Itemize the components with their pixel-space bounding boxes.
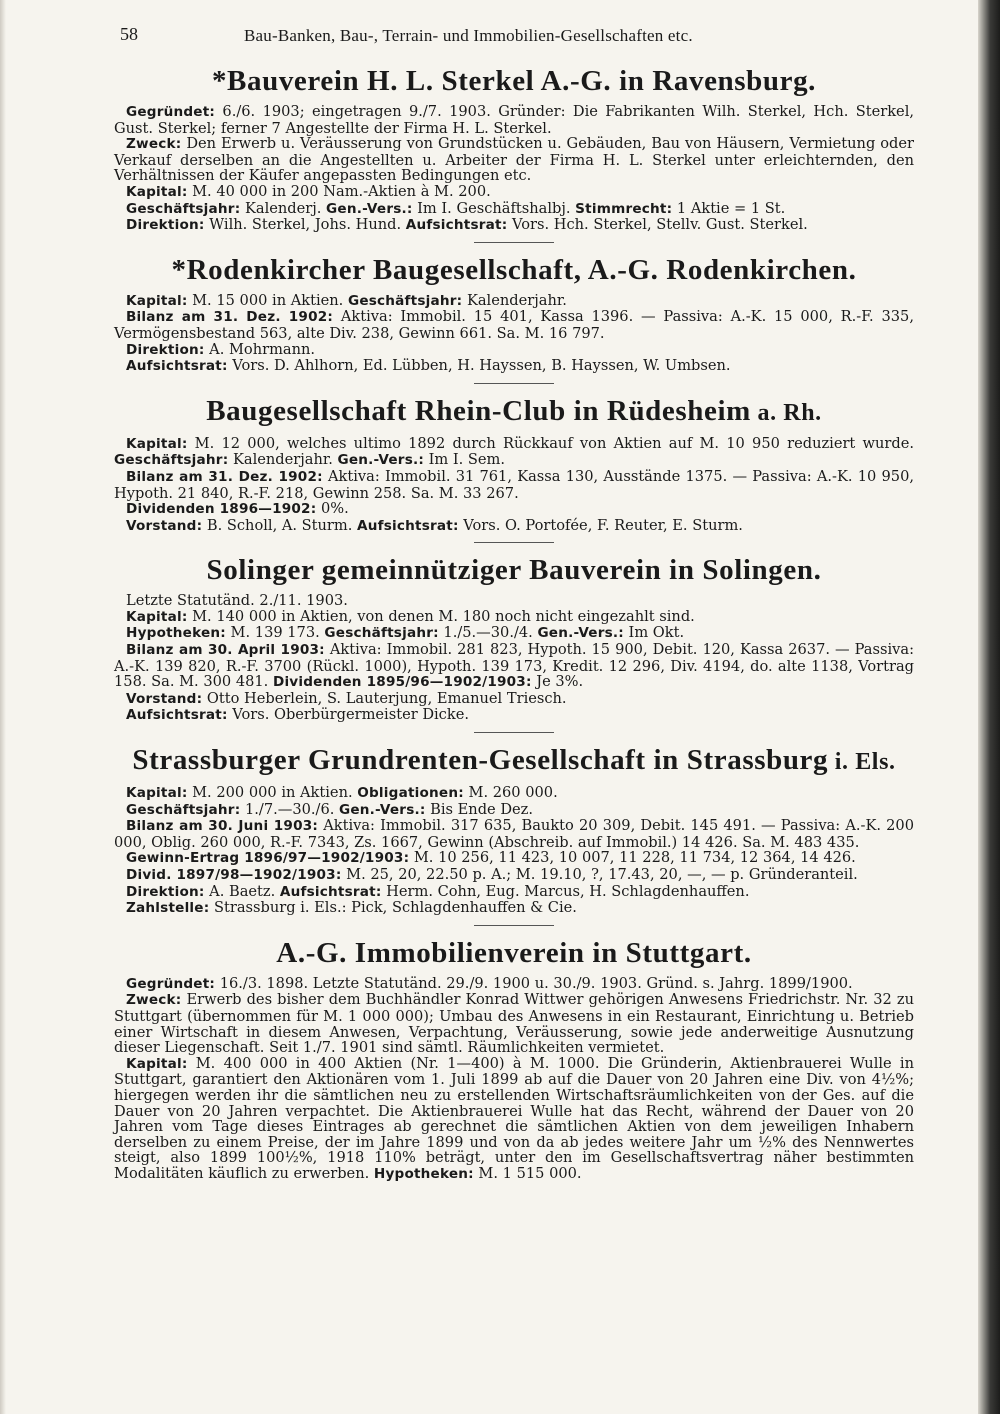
field-value: M. 400 000 in 400 Aktien (Nr. 1—400) à M. 1000. Die Gründerin, Aktienbrauerei Wulle in Stuttgart, garantiert den Aktionären vom 1. Juli 1899 ab auf die Dauer von 20 Jahren eine Div. von 4½%; hiergegen werden ihr die sämtlichen neu zu erstellenden Wirtschaftsräumlichkeiten von der Ges. auf die Dauer von 20 Jahren verpachtet. Die Aktienbrauerei Wulle hat das Recht, während der Dauer von 20 Jahren vom Tage dieses Eintrages ab gerechnet die sämtlichen Aktien von dem jeweiligen Inhabern derselben zu einem Preise, der im Jahre 1899 und von da ab jedes weitere Jahr um ½% des Nennwertes steigt, also 1899 100½%, 1918 110% beträgt, unter den im Gesellschaftsvertrag näher bestimmten Modalitäten käuflich zu erwerben. (114, 1054, 914, 1182)
field-label: Bilanz am 30. Juni 1903: (126, 818, 319, 835)
company-title (114, 553, 914, 587)
entry-body (114, 104, 914, 234)
field-value: Vors. Hch. Sterkel, Stellv. Gust. Sterkel. (507, 216, 808, 234)
field-value: Kalenderjahr. (228, 451, 338, 469)
field-label: Vorstand: (126, 517, 203, 534)
entry-body (114, 976, 914, 1183)
field-value: A. Mohrmann. (204, 340, 316, 358)
field-label: Gen.-Vers.: (326, 200, 413, 217)
company-title (114, 743, 914, 779)
entry-line (114, 342, 914, 359)
page-content (114, 20, 914, 1183)
company-title-suffix: a. Rh. (750, 399, 822, 426)
field-label: Gen.-Vers.: (537, 625, 624, 642)
field-label: Kapital: (126, 785, 188, 802)
field-value: Im I. Geschäftshalbj. (412, 199, 576, 217)
field-value: Den Erwerb u. Veräusserung von Grundstücken u. Gebäuden, Bau von Häusern, Vermietung oder Verkauf derselben an die Angestellten u. Arbeiter der Firma H. L. Sterkel unter erleichternden, den Verhältnissen der Käufer angepassten Bedingungen etc. (114, 135, 914, 185)
company-title-text: Baugesellschaft Rhein-Club in Rüdesheim (206, 394, 751, 427)
entry-line (114, 642, 914, 691)
field-label: Geschäftsjahr: (126, 801, 241, 818)
company-entry (114, 743, 914, 926)
field-value: 6./6. 1903; eingetragen 9./7. 1903. Gründer: Die Fabrikanten Wilh. Sterkel, Hch. Sterkel, Gust. Sterkel; ferner 7 Angestellte der Firma H. L. Sterkel. (114, 103, 914, 137)
entry-line (114, 518, 914, 535)
company-entry (114, 936, 914, 1183)
entry-line (114, 309, 914, 341)
field-label: Aufsichtsrat: (405, 217, 508, 234)
field-value: Otto Heberlein, S. Lauterjung, Emanuel Triesch. (202, 689, 567, 707)
entry-line (114, 625, 914, 642)
section-divider (474, 732, 554, 733)
field-value: M. 139 173. (225, 624, 325, 642)
field-label: Obligationen: (357, 785, 464, 802)
entry-body (114, 785, 914, 917)
entry-line (114, 992, 914, 1055)
company-title-text: Strassburger Grundrenten-Gesellschaft in Strassburg (132, 744, 829, 777)
field-value: Vors. O. Portofée, F. Reuter, E. Sturm. (458, 516, 743, 534)
page-number: 58 (120, 24, 138, 44)
field-label: Kapital: (126, 1055, 188, 1072)
field-value: Aktiva: Immobil. 31 761, Kassa 130, Ausstände 1375. — Passiva: A.-K. 10 950, Hypoth. 21 840, R.-F. 218, Gewinn 258. Sa. M. 33 267. (114, 467, 914, 502)
entry-line (114, 818, 914, 850)
entry-line (114, 802, 914, 819)
field-label: Kapital: (126, 183, 188, 200)
section-divider (474, 242, 554, 243)
field-label: Geschäftsjahr: (347, 292, 463, 309)
field-label: Gen.-Vers.: (337, 452, 424, 469)
entry-line (114, 593, 914, 609)
entry-body (114, 593, 914, 724)
field-label: Divid. 1897/98—1902/1903: (126, 867, 342, 883)
field-value: M. 12 000, welches ultimo 1892 durch Rückkauf von Aktien auf M. 10 950 reduziert wurde. (187, 434, 914, 452)
field-label: Aufsichtsrat: (126, 358, 228, 375)
field-label: Bilanz am 31. Dez. 1902: (126, 468, 323, 485)
field-value: Wilh. Sterkel, Johs. Hund. (204, 216, 406, 234)
field-value: M. 40 000 in 200 Nam.-Aktien à M. 200. (187, 182, 491, 200)
field-label: Kapital: (126, 292, 188, 309)
field-value: M. 140 000 in Aktien, von denen M. 180 noch nicht eingezahlt sind. (187, 607, 695, 625)
running-head-title: Bau-Banken, Bau-, Terrain- und Immobilien-Gesellschaften etc. (244, 26, 693, 45)
section-divider (474, 925, 554, 926)
entry-line (114, 884, 914, 901)
entry-line (114, 293, 914, 310)
field-value: Strassburg i. Els.: Pick, Schlagdenhauffen & Cie. (209, 899, 577, 917)
entry-line (114, 691, 914, 708)
field-label: Stimmrecht: (575, 200, 673, 217)
entry-line (114, 136, 914, 184)
entry-line (114, 501, 914, 518)
page-left-edge (0, 0, 6, 1414)
field-label: Zweck: (126, 136, 182, 153)
field-label: Gegründet: (126, 975, 216, 992)
entry-body (114, 436, 914, 535)
company-title (114, 394, 914, 430)
field-label: Dividenden 1895/96—1902/1903: (272, 674, 532, 691)
company-entry (114, 64, 914, 243)
field-value: Kalenderjahr. (462, 291, 567, 309)
entry-line (114, 900, 914, 917)
field-value: Je 3%. (531, 673, 584, 691)
field-value: Erwerb des bisher dem Buchhändler Konrad Wittwer gehörigen Anwesens Friedrichstr. Nr. 32 zu Stuttgart (übernommen für M. 1 000 000); Umbau des Anwesens in ein Restaurant, Einrichtung u. Betrieb einer Wirtschaft in diesem Anwesen, Verpachtung, Veräusserung, sowie jede anderweitige Ausnutzung dieser Liegenschaft. Seit 1./7. 1901 sind sämtl. Räumlichkeiten vermietet. (114, 991, 914, 1057)
entry-line (114, 104, 914, 136)
field-label: Gewinn-Ertrag 1896/97—1902/1903: (126, 850, 410, 867)
field-value: 1 Aktie = 1 St. (672, 199, 786, 217)
field-value: 16./3. 1898. Letzte Statutänd. 29./9. 1900 u. 30./9. 1903. Gründ. s. Jahrg. 1899/1900. (215, 974, 853, 992)
section-divider (474, 383, 554, 384)
field-value: M. 10 256, 11 423, 10 007, 11 228, 11 734, 12 364, 14 426. (409, 849, 856, 867)
field-value: Aktiva: Immobil. 281 823, Hypoth. 15 900, Debit. 120, Kassa 2637. — Passiva: A.-K. 139 820, R.-F. 3700 (Rückl. 1000), Hypoth. 139 173, Kredit. 12 296, Div. 4194, do. alte 1138, Vortrag 158. Sa. M. 300 481. (114, 641, 914, 691)
company-title (114, 64, 914, 98)
field-value: Bis Ende Dez. (425, 800, 533, 818)
field-label: Direktion: (126, 341, 205, 358)
entry-line (114, 184, 914, 201)
field-value: Vors. D. Ahlhorn, Ed. Lübben, H. Hayssen, B. Hayssen, W. Umbsen. (227, 357, 731, 375)
entry-line (114, 217, 914, 234)
company-entry (114, 394, 914, 544)
field-label: Bilanz am 31. Dez. 1902: (126, 309, 334, 326)
entries-list (114, 64, 914, 1183)
entry-line (114, 976, 914, 993)
field-value: Aktiva: Immobil. 15 401, Kassa 1396. — Passiva: A.-K. 15 000, R.-F. 335, Vermögensbestand 563, alte Div. 238, Gewinn 661. Sa. M. 16 797. (114, 308, 914, 342)
company-title-text: *Bauverein H. L. Sterkel A.-G. in Ravensburg. (211, 65, 817, 97)
entry-line (114, 785, 914, 802)
entry-line (114, 850, 914, 867)
field-label: Geschäftsjahr: (114, 452, 229, 469)
field-label: Zahlstelle: (126, 900, 210, 917)
field-value: Im I. Sem. (424, 451, 506, 469)
field-value: M. 1 515 000. (473, 1164, 582, 1182)
field-value: Herm. Cohn, Eug. Marcus, H. Schlagdenhauffen. (381, 882, 750, 900)
field-label: Aufsichtsrat: (357, 517, 459, 534)
company-entry (114, 553, 914, 733)
entry-line (114, 469, 914, 501)
page-binding-shadow (978, 0, 1000, 1414)
entry-line (114, 358, 914, 375)
field-label: Vorstand: (126, 690, 203, 707)
field-label: Gegründet: (126, 104, 216, 120)
company-entry (114, 253, 914, 384)
company-title-text: *Rodenkircher Baugesellschaft, A.-G. Rodenkirchen. (171, 253, 857, 286)
company-title-suffix: i. Els. (828, 749, 896, 776)
field-label: Aufsichtsrat: (279, 883, 382, 900)
entry-line (114, 707, 914, 724)
field-value: Aktiva: Immobil. 317 635, Baukto 20 309, Debit. 145 491. — Passiva: A.-K. 200 000, Oblig. 260 000, R.-F. 7343, Zs. 1667, Gewinn (Abschreib. auf Immobil.) 14 426. Sa. M. 483 435. (114, 817, 915, 851)
field-value: 1./5.—30./4. (438, 624, 538, 642)
running-head (114, 20, 914, 50)
entry-body (114, 293, 914, 375)
field-label: Zweck: (126, 992, 182, 1009)
entry-line (114, 436, 914, 469)
field-value: M. 25, 20, 22.50 p. A.; M. 19.10, ?, 17.43, 20, —, — p. Gründeranteil. (341, 866, 858, 883)
entry-line (114, 609, 914, 626)
field-label: Geschäftsjahr: (324, 625, 439, 642)
field-label: Geschäftsjahr: (126, 200, 241, 217)
field-value: M. 15 000 in Aktien. (187, 291, 348, 309)
field-label: Aufsichtsrat: (126, 707, 228, 724)
company-title-text: Solinger gemeinnütziger Bauverein in Solingen. (206, 554, 822, 587)
field-value: Kalenderj. (240, 199, 327, 217)
field-value: M. 200 000 in Aktien. (187, 784, 358, 802)
field-value: Vors. Oberbürgermeister Dicke. (227, 706, 469, 724)
entry-line (114, 201, 914, 218)
field-label: Gen.-Vers.: (339, 801, 426, 818)
field-label: Hypotheken: (126, 625, 226, 642)
company-title (114, 253, 914, 287)
entry-line (114, 1056, 914, 1183)
field-label: Dividenden 1896—1902: (126, 501, 317, 518)
company-title-text: A.-G. Immobilienverein in Stuttgart. (276, 936, 752, 969)
company-title (114, 936, 914, 970)
field-value: 0%. (316, 500, 349, 518)
field-value: A. Baetz. (204, 882, 280, 900)
field-label: Kapital: (126, 435, 188, 452)
field-label: Bilanz am 30. April 1903: (126, 642, 325, 659)
entry-line (114, 867, 914, 884)
field-label: Direktion: (126, 883, 205, 900)
field-label: Direktion: (126, 217, 205, 234)
field-value: M. 260 000. (463, 784, 558, 802)
field-label: Kapital: (126, 608, 188, 625)
field-value: Letzte Statutänd. 2./11. 1903. (126, 592, 348, 610)
section-divider (474, 542, 554, 543)
field-value: Im Okt. (623, 624, 685, 642)
field-value: B. Scholl, A. Sturm. (202, 516, 358, 534)
field-label: Hypotheken: (373, 1165, 474, 1182)
field-value: 1./7.—30./6. (240, 800, 340, 818)
